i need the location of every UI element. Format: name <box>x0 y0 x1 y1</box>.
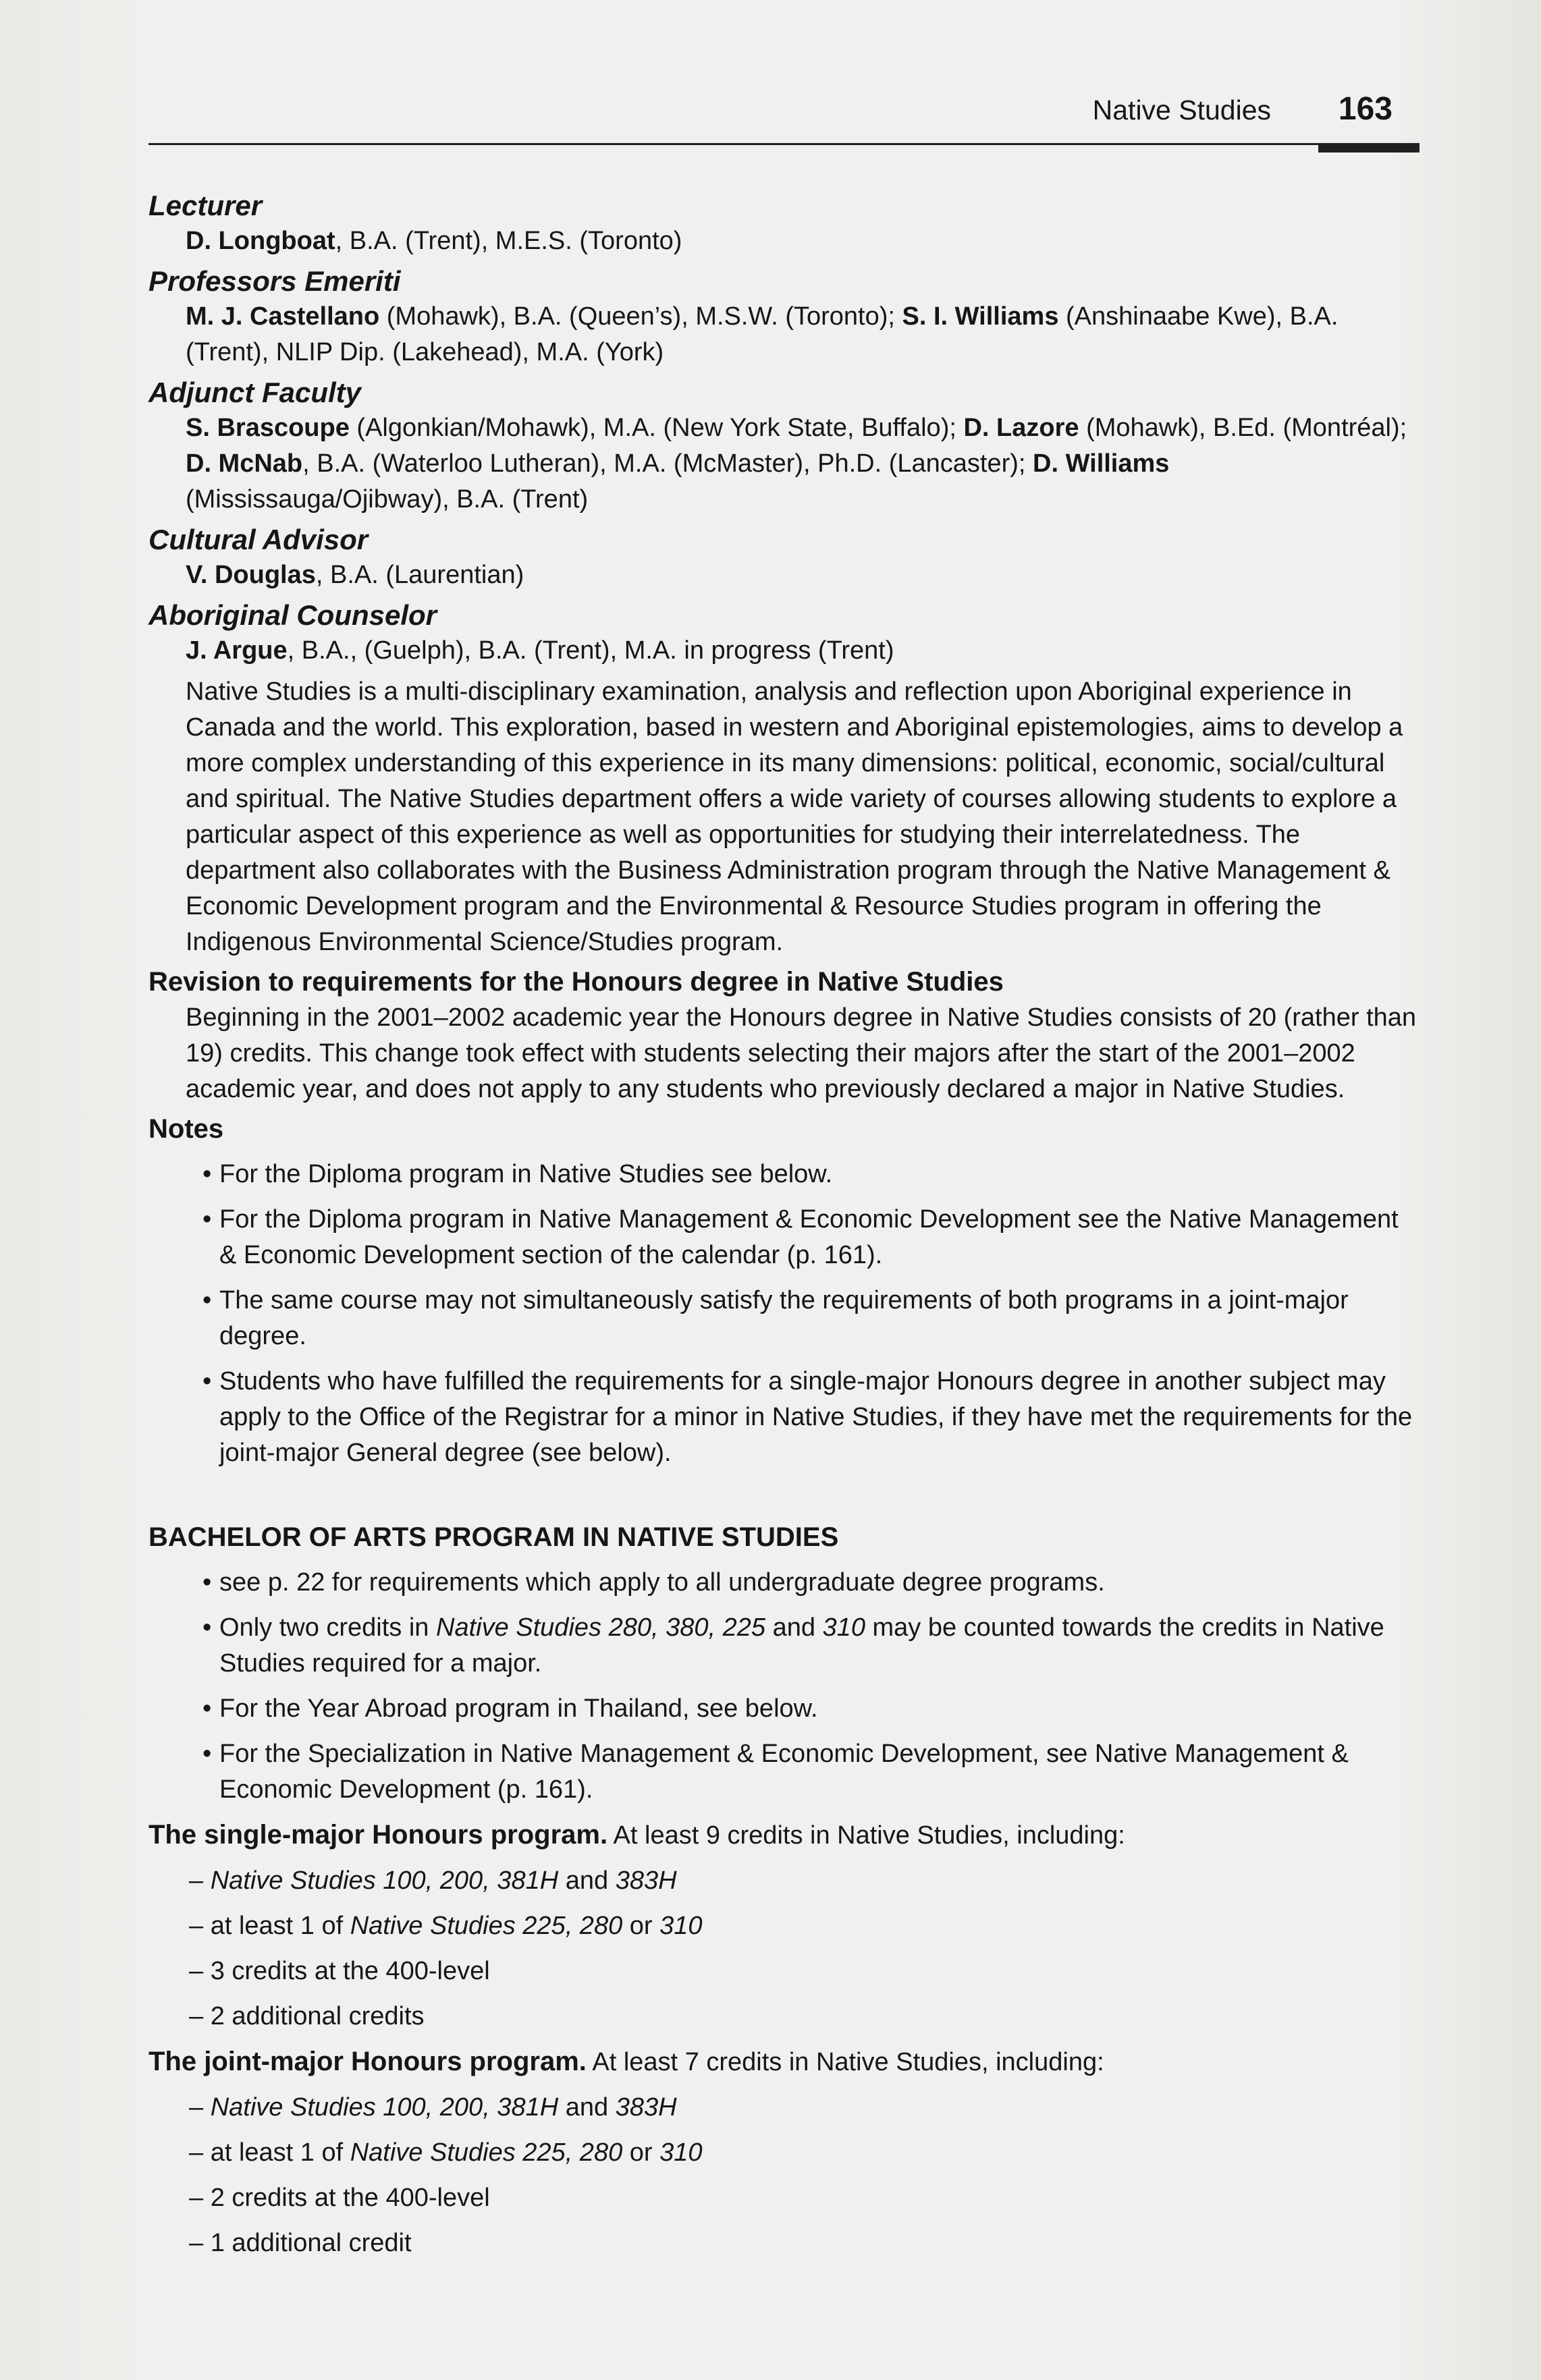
ba-program-heading: BACHELOR OF ARTS PROGRAM IN NATIVE STUDIES <box>148 1522 839 1552</box>
ba-program-list <box>148 1565 1417 1808</box>
course-list: Native Studies 100, 200, 381H <box>210 1866 559 1895</box>
role-heading: Lecturer <box>148 190 263 221</box>
faculty-list <box>148 410 1417 518</box>
faculty-details: (Mohawk), B.Ed. (Montréal); <box>1079 414 1407 442</box>
program-lead: The single-major Honours program. <box>148 1820 608 1850</box>
list-item: – 2 credits at the 400-level <box>189 2184 490 2212</box>
faculty-details: (Mississauga/Ojibway), B.A. (Trent) <box>186 485 589 514</box>
faculty-list <box>148 633 1417 669</box>
header-rule <box>148 143 1420 145</box>
faculty-name: D. Williams <box>1033 449 1170 478</box>
list-item <box>189 1908 1417 1944</box>
dash: – <box>189 1866 211 1895</box>
text-segment: or <box>622 1912 660 1940</box>
faculty-name: M. J. Castellano <box>186 302 380 331</box>
faculty-name: S. Brascoupe <box>186 414 350 442</box>
text-segment: or <box>622 2138 660 2167</box>
single-major-requirements <box>148 1863 1417 2035</box>
list-item <box>202 1610 1417 1682</box>
faculty-name: S. I. Williams <box>902 302 1059 331</box>
list-item: • For the Diploma program in Native Management & Economic Development see the Native Management & Economic Development section of the calendar (p. 161). <box>202 1202 1417 1273</box>
list-item: • For the Diploma program in Native Studies see below. <box>202 1157 1417 1192</box>
course-list: Native Studies 225, 280 <box>350 2138 623 2167</box>
dash: – <box>189 2093 211 2122</box>
list-item: • For the Specialization in Native Management & Economic Development, see Native Management & Economic Development (p. 161). <box>202 1736 1417 1808</box>
faculty-details: (Algonkian/Mohawk), M.A. (New York State, Buffalo); <box>349 414 964 442</box>
single-major-program <box>148 1817 1417 1854</box>
list-item: • The same course may not simultaneously satisfy the requirements of both programs in a joint-major degree. <box>202 1283 1417 1354</box>
text-segment: and <box>558 1866 616 1895</box>
list-item: • Students who have fulfilled the requirements for a single-major Honours degree in another subject may apply to the Office of the Registrar for a minor in Native Studies, if they have met the requirements for the joint-major General degree (see below). <box>202 1364 1417 1471</box>
revision-heading: Revision to requirements for the Honours degree in Native Studies <box>148 967 1004 997</box>
joint-major-program <box>148 2044 1417 2080</box>
notes-list <box>148 1157 1417 1471</box>
list-item: – 3 credits at the 400-level <box>189 1957 490 1985</box>
program-lead: The joint-major Honours program. <box>148 2047 587 2076</box>
text-segment: – at least 1 of <box>189 2138 350 2167</box>
page-number: 163 <box>1338 91 1393 127</box>
list-item <box>189 2135 1417 2171</box>
role-heading: Professors Emeriti <box>148 265 401 297</box>
list-item: – 2 additional credits <box>189 2002 425 2030</box>
revision-paragraph: Beginning in the 2001–2002 academic year the Honours degree in Native Studies consists of 20 (rather than 19) credits. This change took effect with students selecting their majors after the start of the 2001–2002 academic year, and does not apply to any students who previously declared a major in Native Studies. <box>186 1003 1417 1103</box>
course-number: 383H <box>615 1866 677 1895</box>
faculty-name: D. Longboat <box>186 227 335 255</box>
role-heading: Cultural Advisor <box>148 524 369 555</box>
list-item: • see p. 22 for requirements which apply to all undergraduate degree programs. <box>202 1565 1417 1601</box>
faculty-details: , B.A. (Waterloo Lutheran), M.A. (McMaster), Ph.D. (Lancaster); <box>302 449 1033 478</box>
faculty-name: V. Douglas <box>186 561 316 589</box>
section-title: Native Studies <box>1092 94 1271 126</box>
role-heading: Adjunct Faculty <box>148 377 362 408</box>
text-segment: and <box>558 2093 616 2122</box>
text-segment: – at least 1 of <box>189 1912 350 1940</box>
course-number: 310 <box>659 1912 703 1940</box>
intro-paragraph: Native Studies is a multi-disciplinary examination, analysis and reflection upon Aboriginal experience in Canada and the world. This exploration, based in western and Aboriginal epistemologies, aims to develop a more complex understanding of this experience in its many dimensions: political, economic, social/cultural and spiritual. The Native Studies department offers a wide variety of courses allowing students to explore a particular aspect of this experience as well as opportunities for studying their interrelatedness. The department also collaborates with the Business Administration program through the Native Management & Economic Development program and the Environmental & Resource Studies program in offering the Indigenous Environmental Science/Studies program. <box>186 677 1403 956</box>
faculty-details: , B.A. (Trent), M.E.S. (Toronto) <box>335 227 682 255</box>
list-item <box>189 2090 1417 2126</box>
faculty-details: , B.A., (Guelph), B.A. (Trent), M.A. in progress (Trent) <box>287 636 894 665</box>
faculty-list <box>148 557 1417 593</box>
faculty-details: (Anshinaabe Kwe), B.A. (Trent), NLIP Dip. (Lakehead), M.A. (York) <box>186 302 1339 366</box>
header-rule-tab <box>1318 143 1420 153</box>
list-item: – 1 additional credit <box>189 2229 412 2257</box>
program-intro: At least 7 credits in Native Studies, including: <box>586 2048 1104 2076</box>
faculty-name: J. Argue <box>186 636 288 665</box>
course-list: Native Studies 225, 280 <box>350 1912 623 1940</box>
text-segment: Only two credits in <box>219 1613 436 1642</box>
list-item <box>189 1863 1417 1899</box>
page-header <box>148 88 1420 148</box>
faculty-list <box>148 299 1417 370</box>
joint-major-requirements <box>148 2090 1417 2261</box>
program-intro: At least 9 credits in Native Studies, including: <box>607 1821 1125 1850</box>
faculty-name: D. McNab <box>186 449 303 478</box>
faculty-name: D. Lazore <box>963 414 1079 442</box>
text-segment: and <box>765 1613 823 1642</box>
course-number: 383H <box>615 2093 677 2122</box>
page-content <box>148 184 1417 2261</box>
course-number: 310 <box>659 2138 703 2167</box>
role-heading: Aboriginal Counselor <box>148 599 437 631</box>
notes-heading: Notes <box>148 1114 224 1144</box>
text-segment: may be counted towards the credits in Native Studies required for a major. <box>219 1613 1384 1678</box>
course-list: Native Studies 100, 200, 381H <box>210 2093 559 2122</box>
list-item: • For the Year Abroad program in Thailand, see below. <box>202 1691 1417 1727</box>
faculty-details: (Mohawk), B.A. (Queen’s), M.S.W. (Toronto); <box>379 302 902 331</box>
faculty-list <box>148 223 1417 259</box>
course-number: 310 <box>822 1613 865 1642</box>
course-list: Native Studies 280, 380, 225 <box>436 1613 766 1642</box>
faculty-details: , B.A. (Laurentian) <box>315 561 524 589</box>
